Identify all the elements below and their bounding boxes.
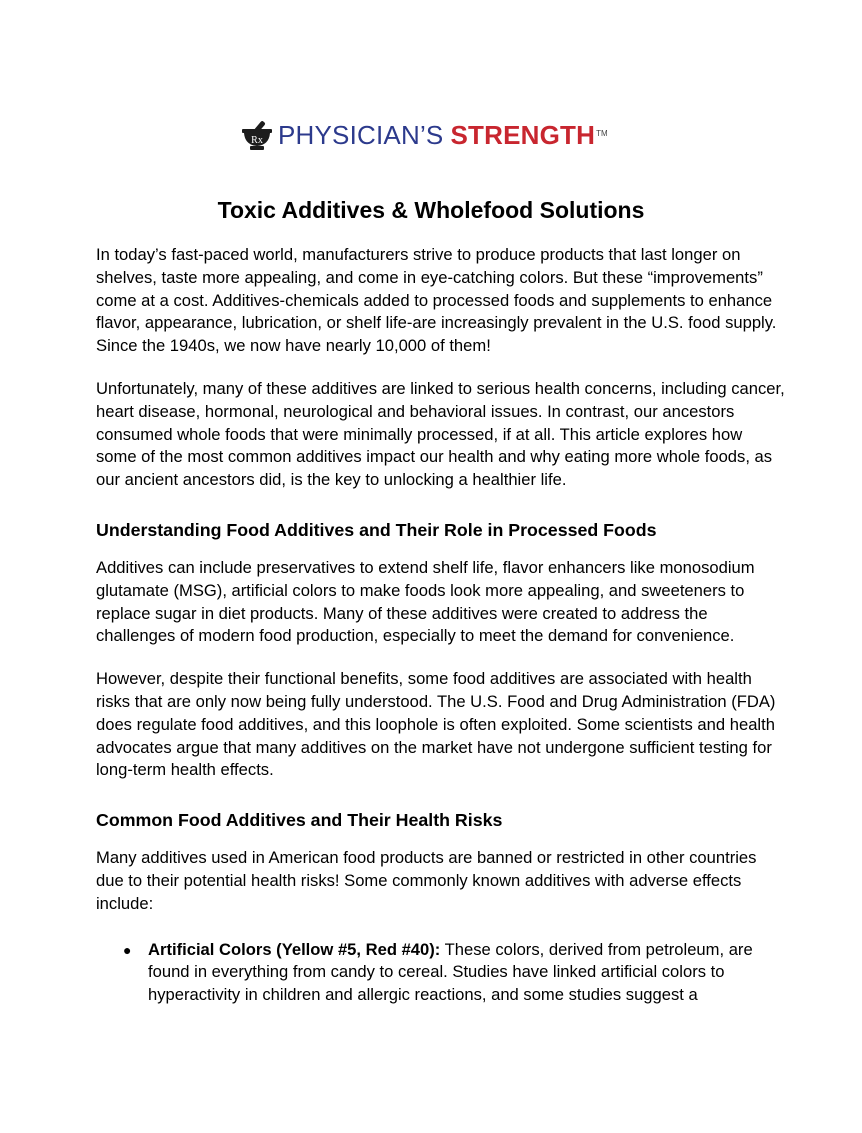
section2-paragraph-1: Many additives used in American food products are banned or restricted in other countries due to their potential health risks! Some commonly known additives with adverse effects include: <box>96 848 757 913</box>
trademark-symbol: TM <box>596 128 608 138</box>
logo-word-strength: STRENGTH <box>450 120 596 150</box>
mortar-pestle-rx-icon <box>240 118 274 152</box>
intro-paragraph-2: Unfortunately, many of these additives are linked to serious health concerns, including cancer, heart disease, hormonal, neurological and behavioral issues. In contrast, our ancestors consumed whole foods that were minimally processed, if at all. This article explores how some of the most common additives impact our health and why eating more whole foods, as our ancient ancestors did, is the key to unlocking a healthier life. <box>96 378 785 490</box>
section-heading-common-additives: Common Food Additives and Their Health Risks <box>96 810 503 831</box>
section1-paragraph-2: However, despite their functional benefits, some food additives are associated with health risks that are only now being fully understood. The U.S. Food and Drug Administration (FDA) does regulate food additives, and this loophole is often exploited. Some scientists and health advocates argue that many additives on the market have not undergone sufficient testing for long-term health effects. <box>96 669 776 780</box>
list-item-text: These colors, derived from petroleum, are found in everything from candy to cereal. Studies have linked artificial colors to hyperactivity in children and allergic reactions, and some studies suggest a <box>148 939 753 1005</box>
page-title: Toxic Additives & Wholefood Solutions <box>217 197 645 223</box>
rx-glyph: Rx <box>251 135 263 146</box>
intro-paragraph-1: In today’s fast-paced world, manufacturers strive to produce products that last longer on shelves, taste more appealing, and come in eye-catching colors. But these “improvements” come at a cost. Additives-chemicals added to processed foods and supplements to enhance flavor, appearance, lubrication, or shelf life-are increasingly prevalent in the U.S. food supply. Since the 1940s, we now have nearly 10,000 of them! <box>96 245 777 356</box>
list-item-term: Artificial Colors (Yellow #5, Red #40): <box>148 939 441 959</box>
section1-paragraph-1: Additives can include preservatives to extend shelf life, flavor enhancers like monosodium glutamate (MSG), artificial colors to make foods look more appealing, and sweeteners to replace sugar in diet products. Many of these additives were created to address the challenges of modern food production, especially to meet the demand for convenience. <box>96 557 755 646</box>
bullet-dot-icon: ● <box>123 941 132 958</box>
article-body <box>96 244 786 1007</box>
list-item <box>123 939 786 1007</box>
brand-logo <box>240 117 640 153</box>
logo-word-physicians: PHYSICIAN’S <box>278 120 444 150</box>
section-heading-understanding: Understanding Food Additives and Their Role in Processed Foods <box>96 519 657 540</box>
additives-list <box>96 939 786 1007</box>
